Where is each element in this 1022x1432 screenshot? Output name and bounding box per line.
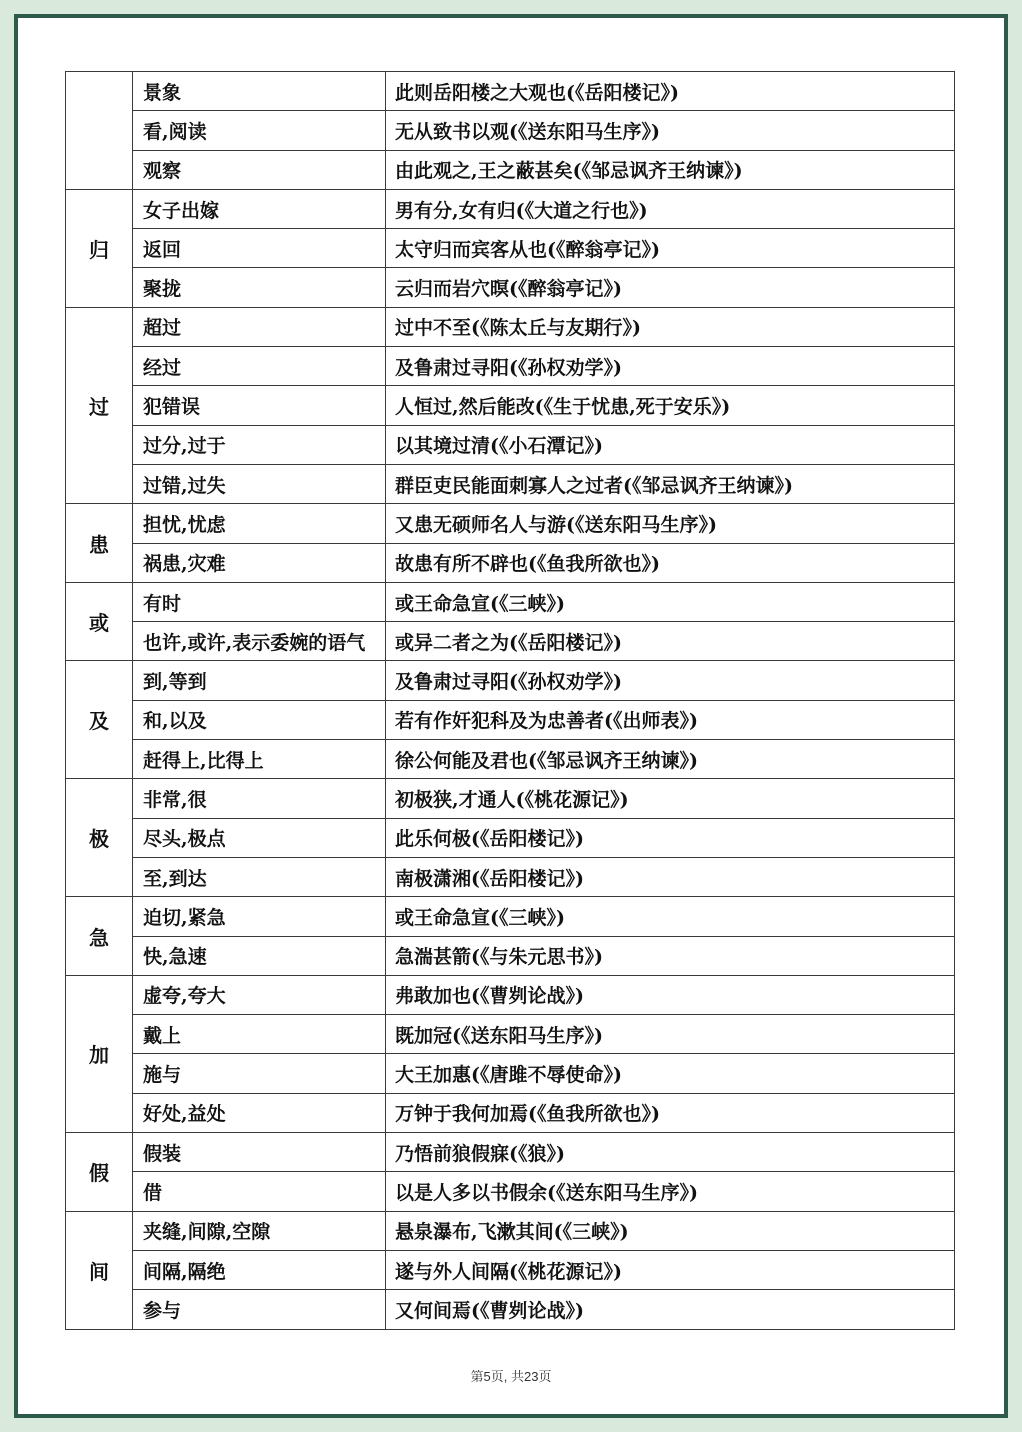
table-row [66,779,955,818]
meaning-cell: 有时 [133,582,386,621]
table-row [66,72,955,111]
vocabulary-table [65,71,955,1330]
meaning-cell: 聚拢 [133,268,386,307]
table-row [66,661,955,700]
headword-cell [66,72,133,190]
vocabulary-table-body [66,72,955,1330]
table-row [66,189,955,228]
meaning-cell: 施与 [133,1054,386,1093]
example-sentence-cell: 故患有所不辟也(《鱼我所欲也》) [386,543,955,582]
example-sentence-cell: 过中不至(《陈太丘与友期行》) [386,307,955,346]
example-sentence-cell: 遂与外人间隔(《桃花源记》) [386,1250,955,1289]
example-sentence-cell: 及鲁肃过寻阳(《孙权劝学》) [386,661,955,700]
example-sentence-cell: 人恒过,然后能改(《生于忧患,死于安乐》) [386,386,955,425]
table-row [66,936,955,975]
meaning-cell: 看,阅读 [133,111,386,150]
example-sentence-cell: 太守归而宾客从也(《醉翁亭记》) [386,229,955,268]
meaning-cell: 至,到达 [133,857,386,896]
table-row [66,582,955,621]
table-row [66,425,955,464]
example-sentence-cell: 万钟于我何加焉(《鱼我所欲也》) [386,1093,955,1132]
headword-cell: 或 [66,582,133,661]
headword-cell: 假 [66,1133,133,1212]
table-row [66,1015,955,1054]
example-sentence-cell: 以是人多以书假余(《送东阳马生序》) [386,1172,955,1211]
headword-cell: 及 [66,661,133,779]
meaning-cell: 经过 [133,347,386,386]
example-sentence-cell: 南极潇湘(《岳阳楼记》) [386,857,955,896]
example-sentence-cell: 徐公何能及君也(《邹忌讽齐王纳谏》) [386,740,955,779]
table-row [66,700,955,739]
meaning-cell: 假装 [133,1133,386,1172]
example-sentence-cell: 若有作奸犯科及为忠善者(《出师表》) [386,700,955,739]
table-row [66,897,955,936]
example-sentence-cell: 此乐何极(《岳阳楼记》) [386,818,955,857]
meaning-cell: 赶得上,比得上 [133,740,386,779]
example-sentence-cell: 云归而岩穴暝(《醉翁亭记》) [386,268,955,307]
headword-cell: 间 [66,1211,133,1329]
example-sentence-cell: 既加冠(《送东阳马生序》) [386,1015,955,1054]
table-row [66,268,955,307]
table-row [66,1172,955,1211]
meaning-cell: 超过 [133,307,386,346]
headword-cell: 极 [66,779,133,897]
table-row [66,1133,955,1172]
table-row [66,386,955,425]
table-row [66,504,955,543]
example-sentence-cell: 乃悟前狼假寐(《狼》) [386,1133,955,1172]
table-row [66,622,955,661]
table-row [66,1211,955,1250]
meaning-cell: 观察 [133,150,386,189]
meaning-cell: 担忧,忧虑 [133,504,386,543]
headword-cell: 加 [66,975,133,1132]
example-sentence-cell: 群臣吏民能面刺寡人之过者(《邹忌讽齐王纳谏》) [386,464,955,503]
meaning-cell: 夹缝,间隙,空隙 [133,1211,386,1250]
example-sentence-cell: 以其境过清(《小石潭记》) [386,425,955,464]
meaning-cell: 好处,益处 [133,1093,386,1132]
table-row [66,857,955,896]
meaning-cell: 戴上 [133,1015,386,1054]
meaning-cell: 借 [133,1172,386,1211]
example-sentence-cell: 急湍甚箭(《与朱元思书》) [386,936,955,975]
table-row [66,818,955,857]
example-sentence-cell: 由此观之,王之蔽甚矣(《邹忌讽齐王纳谏》) [386,150,955,189]
table-row [66,150,955,189]
meaning-cell: 也许,或许,表示委婉的语气 [133,622,386,661]
meaning-cell: 间隔,隔绝 [133,1250,386,1289]
meaning-cell: 到,等到 [133,661,386,700]
headword-cell: 过 [66,307,133,503]
table-row [66,740,955,779]
meaning-cell: 景象 [133,72,386,111]
headword-cell: 患 [66,504,133,583]
table-row [66,1290,955,1329]
example-sentence-cell: 或王命急宣(《三峡》) [386,897,955,936]
meaning-cell: 过分,过于 [133,425,386,464]
table-row [66,307,955,346]
meaning-cell: 快,急速 [133,936,386,975]
meaning-cell: 迫切,紧急 [133,897,386,936]
table-row [66,229,955,268]
meaning-cell: 返回 [133,229,386,268]
meaning-cell: 尽头,极点 [133,818,386,857]
example-sentence-cell: 无从致书以观(《送东阳马生序》) [386,111,955,150]
table-row [66,1250,955,1289]
table-row [66,1093,955,1132]
example-sentence-cell: 或王命急宣(《三峡》) [386,582,955,621]
table-row [66,1054,955,1093]
example-sentence-cell: 初极狭,才通人(《桃花源记》) [386,779,955,818]
example-sentence-cell: 男有分,女有归(《大道之行也》) [386,189,955,228]
page-footer: 第5页, 共23页 [470,1369,552,1384]
table-row [66,111,955,150]
table-row [66,464,955,503]
meaning-cell: 祸患,灾难 [133,543,386,582]
example-sentence-cell: 此则岳阳楼之大观也(《岳阳楼记》) [386,72,955,111]
meaning-cell: 非常,很 [133,779,386,818]
meaning-cell: 犯错误 [133,386,386,425]
meaning-cell: 虚夸,夸大 [133,975,386,1014]
example-sentence-cell: 或异二者之为(《岳阳楼记》) [386,622,955,661]
example-sentence-cell: 及鲁肃过寻阳(《孙权劝学》) [386,347,955,386]
meaning-cell: 过错,过失 [133,464,386,503]
example-sentence-cell: 悬泉瀑布,飞漱其间(《三峡》) [386,1211,955,1250]
meaning-cell: 参与 [133,1290,386,1329]
table-row [66,543,955,582]
meaning-cell: 女子出嫁 [133,189,386,228]
headword-cell: 归 [66,189,133,307]
meaning-cell: 和,以及 [133,700,386,739]
example-sentence-cell: 大王加惠(《唐雎不辱使命》) [386,1054,955,1093]
table-row [66,347,955,386]
example-sentence-cell: 又患无硕师名人与游(《送东阳马生序》) [386,504,955,543]
headword-cell: 急 [66,897,133,976]
example-sentence-cell: 弗敢加也(《曹刿论战》) [386,975,955,1014]
example-sentence-cell: 又何间焉(《曹刿论战》) [386,1290,955,1329]
table-row [66,975,955,1014]
